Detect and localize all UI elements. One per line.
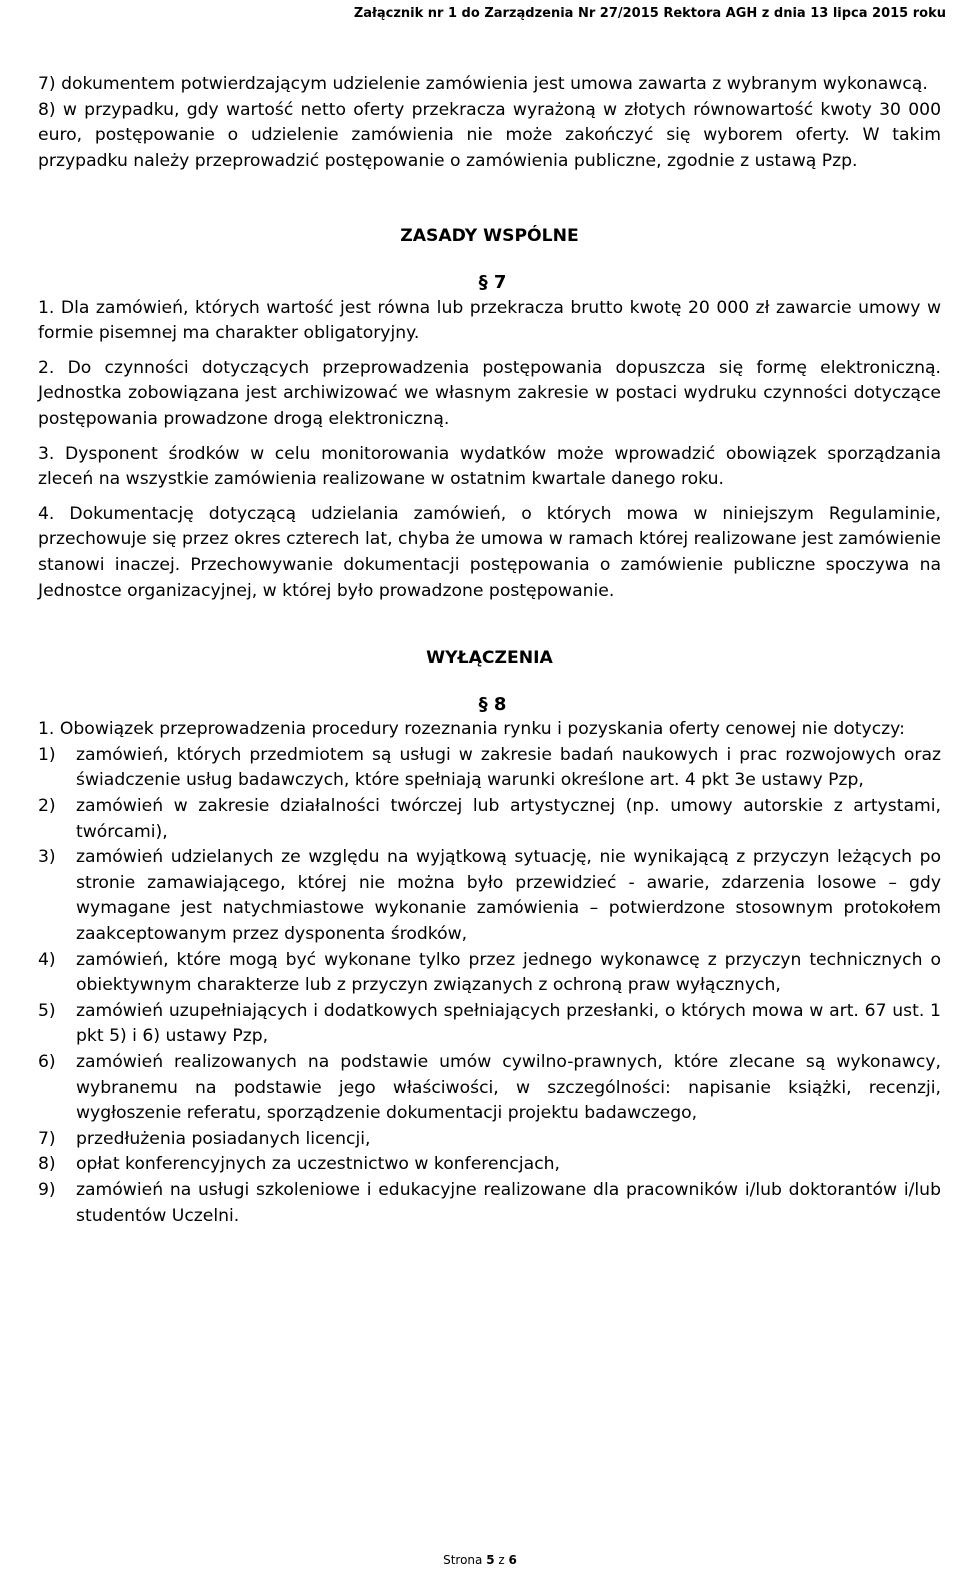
page-label: Strona — [443, 1553, 483, 1567]
paragraph-mark-7: § 7 — [478, 271, 507, 293]
paragraph-item-8: 8) w przypadku, gdy wartość netto oferty przekracza wyrażoną w złotych równowartość kwoty 30 000 euro, postępowanie o udzielenie zamówienia nie może zakończyć się wyborem oferty. W takim przypadku należy przeprowadzić postępowanie o zamówienia publiczne, zgodnie z ustawą Pzp. — [38, 99, 941, 171]
list-item-number: 4) — [38, 949, 56, 970]
paragraph-item-7: 7) dokumentem potwierdzającym udzielenie zamówienia jest umowa zawarta z wybranym wykonawcą. — [38, 74, 928, 94]
list-item — [38, 948, 941, 999]
list-item — [38, 1178, 941, 1229]
list-item-number: 1) — [38, 744, 56, 765]
list-item-text: zamówień realizowanych na podstawie umów cywilno-prawnych, które zlecane są wykonawcy, wybranemu na podstawie jego właściwości, w szczególności: napisanie książki, recenzji, wygłoszenie referatu, sporządzenie dokumentacji projektu badawczego, — [76, 1052, 941, 1124]
list-item-number: 5) — [38, 1000, 56, 1021]
section1-item-2: 2. Do czynności dotyczących przeprowadzenia postępowania dopuszcza się formę elektroniczną. Jednostka zobowiązana jest archiwizować we własnym zakresie w postaci wydruku czynności dotyczące postępowania prowadzone drogą elektroniczną. — [38, 357, 941, 429]
list-item-text: zamówień, których przedmiotem są usługi w zakresie badań naukowych i prac rozwojowych oraz świadczenie usług badawczych, które spełniają warunki określone art. 4 pkt 3e ustawy Pzp, — [76, 744, 941, 791]
section2-intro: 1. Obowiązek przeprowadzenia procedury rozeznania rynku i pozyskania oferty cenowej nie dotyczy: — [38, 719, 905, 740]
section1-item-1: 1. Dla zamówień, których wartość jest równa lub przekracza brutto kwotę 20 000 zł zawarcie umowy w formie pisemnej ma charakter obligatoryjny. — [38, 297, 941, 344]
list-item-text: zamówień w zakresie działalności twórczej lub artystycznej (np. umowy autorskie z artystami, twórcami), — [76, 796, 941, 842]
list-item-number: 2) — [38, 796, 56, 817]
exclusions-list — [38, 743, 941, 1229]
section-title-exclusions: WYŁĄCZENIA — [426, 648, 553, 669]
document-header: Załącznik nr 1 do Zarządzenia Nr 27/2015 Rektora AGH z dnia 13 lipca 2015 roku — [353, 6, 946, 21]
list-item — [38, 845, 941, 947]
list-item-number: 8) — [38, 1154, 56, 1175]
list-item-number: 6) — [38, 1052, 56, 1072]
page-number-current: 5 — [486, 1553, 495, 1567]
list-item — [38, 999, 941, 1050]
list-item-text: zamówień na usługi szkoleniowe i edukacyjne realizowane dla pracowników i/lub doktorantów i/lub studentów Uczelni. — [76, 1179, 941, 1226]
list-item-number: 7) — [38, 1128, 56, 1149]
list-item-number: 3) — [38, 847, 56, 868]
list-item-text: zamówień, które mogą być wykonane tylko przez jednego wykonawcę z przyczyn technicznych o obiektywnym charakterze lub z przyczyn związanych z ochroną praw wyłącznych, — [76, 949, 941, 996]
list-item — [38, 794, 941, 845]
list-item-text: opłat konferencyjnych za uczestnictwo w konferencjach, — [76, 1154, 561, 1175]
list-item-text: przedłużenia posiadanych licencji, — [76, 1128, 371, 1149]
list-item-number: 9) — [38, 1179, 56, 1200]
list-item — [38, 1050, 941, 1127]
list-item — [38, 1152, 941, 1178]
list-item — [38, 1127, 941, 1153]
section1-item-3: 3. Dysponent środków w celu monitorowania wydatków może wprowadzić obowiązek sporządzania zleceń na wszystkie zamówienia realizowane w ostatnim kwartale danego roku. — [38, 443, 941, 490]
page-separator: z — [498, 1553, 505, 1567]
page-number-total: 6 — [508, 1553, 517, 1567]
section1-item-4: 4. Dokumentację dotyczącą udzielania zamówień, o których mowa w niniejszym Regulaminie, przechowuje się przez okres czterech lat, chyba że umowa w ramach której realizowane jest zamówienie stanowi inaczej. Przechowywanie dokumentacji postępowania o zamówienie publiczne spoczywa na Jednostce organizacyjnej, w której było prowadzone postępowanie. — [38, 503, 941, 601]
list-item-text: zamówień udzielanych ze względu na wyjątkową sytuację, nie wynikającą z przyczyn leżących po stronie zamawiającego, której nie można było przewidzieć - awarie, zdarzenia losowe – gdy wymagane jest natychmiastowe wykonanie zamówienia – potwierdzone stosownym protokołem zaakceptowanym przez dysponenta środków, — [76, 847, 941, 945]
paragraph-mark-8: § 8 — [478, 693, 507, 715]
list-item — [38, 743, 941, 794]
page-footer — [0, 1553, 960, 1567]
section-title-common-rules: ZASADY WSPÓLNE — [400, 226, 579, 247]
document-body — [38, 72, 941, 1229]
list-item-text: zamówień uzupełniających i dodatkowych spełniających przesłanki, o których mowa w art. 67 ust. 1 pkt 5) i 6) ustawy Pzp, — [76, 1000, 941, 1047]
